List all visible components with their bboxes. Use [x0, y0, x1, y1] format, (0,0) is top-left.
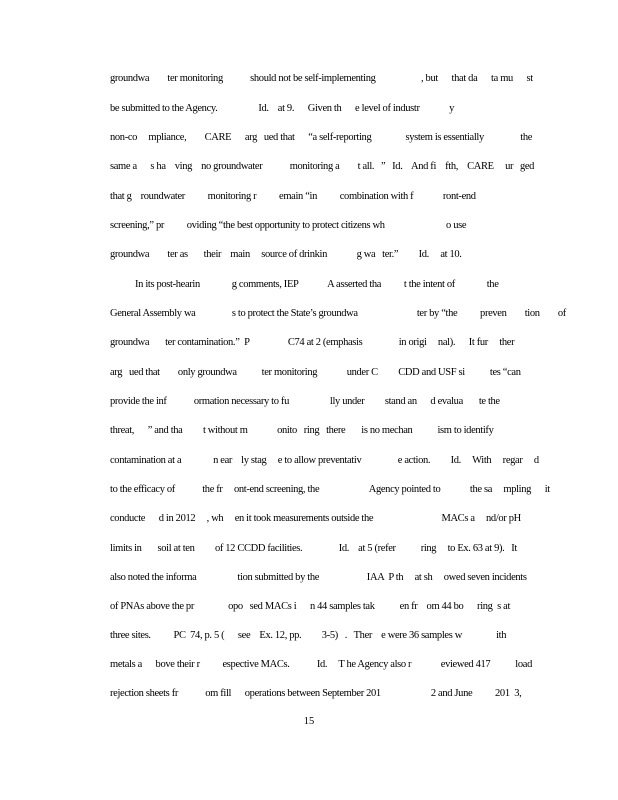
text-line: arg ued that only groundwa ter monitoring under C CDD and USF si tes “can: [110, 367, 521, 378]
text-line: metals a bove their r espective MACs. Id. T he Agency also r eviewed 417 load: [110, 659, 532, 670]
text-line: In its post-hearin g comments, IEP A asserted tha t the intent of the: [110, 279, 499, 290]
text-line: also noted the informa tion submitted by the IAA P th at sh owed seven incidents: [110, 572, 527, 583]
text-line: provide the inf ormation necessary to fu lly under stand an d evalua te the: [110, 396, 500, 407]
text-line: contamination at a n ear ly stag e to allow preventativ e action. Id. With regar d: [110, 455, 539, 466]
text-line: groundwa ter as their main source of drinkin g wa ter.” Id. at 10.: [110, 249, 462, 260]
text-line: to the efficacy of the fr ont-end screening, the Agency pointed to the sa mpling it: [110, 484, 550, 495]
text-line: three sites. PC 74, p. 5 ( see Ex. 12, pp. 3-5) . Ther e were 36 samples w ith: [110, 630, 507, 641]
text-line: screening,” pr oviding “the best opportunity to protect citizens wh o use: [110, 220, 467, 231]
text-line: General Assembly wa s to protect the State’s groundwa ter by “the preven tion of: [110, 308, 566, 319]
text-line: threat, ” and tha t without m onito ring there is no mechan ism to identify: [110, 425, 494, 436]
text-line: groundwa ter contamination.” P C74 at 2 (emphasis in origi nal). It fur ther: [110, 337, 515, 348]
text-line: same a s ha ving no groundwater monitoring a t all. ” Id. And fi fth, CARE ur ged: [110, 161, 535, 172]
text-line: conducte d in 2012 , wh en it took measurements outside the MACs a nd/or pH: [110, 513, 521, 524]
text-line: of PNAs above the pr opo sed MACs i n 44 samples tak en fr om 44 bo ring s at: [110, 601, 511, 612]
page-number: 15: [303, 716, 315, 727]
text-line: rejection sheets fr om fill operations between September 201 2 and June 201 3,: [110, 688, 522, 699]
text-line: that g roundwater monitoring r emain “in combination with f ront-end: [110, 191, 476, 202]
text-line: limits in soil at ten of 12 CCDD facilities. Id. at 5 (refer ring to Ex. 63 at 9). It: [110, 543, 517, 554]
text-line: non-co mpliance, CARE arg ued that “a self-reporting system is essentially the: [110, 132, 533, 143]
text-line: groundwa ter monitoring should not be self-implementing , but that da ta mu st: [110, 73, 533, 84]
text-line: be submitted to the Agency. Id. at 9. Given th e level of industr y: [110, 103, 455, 114]
